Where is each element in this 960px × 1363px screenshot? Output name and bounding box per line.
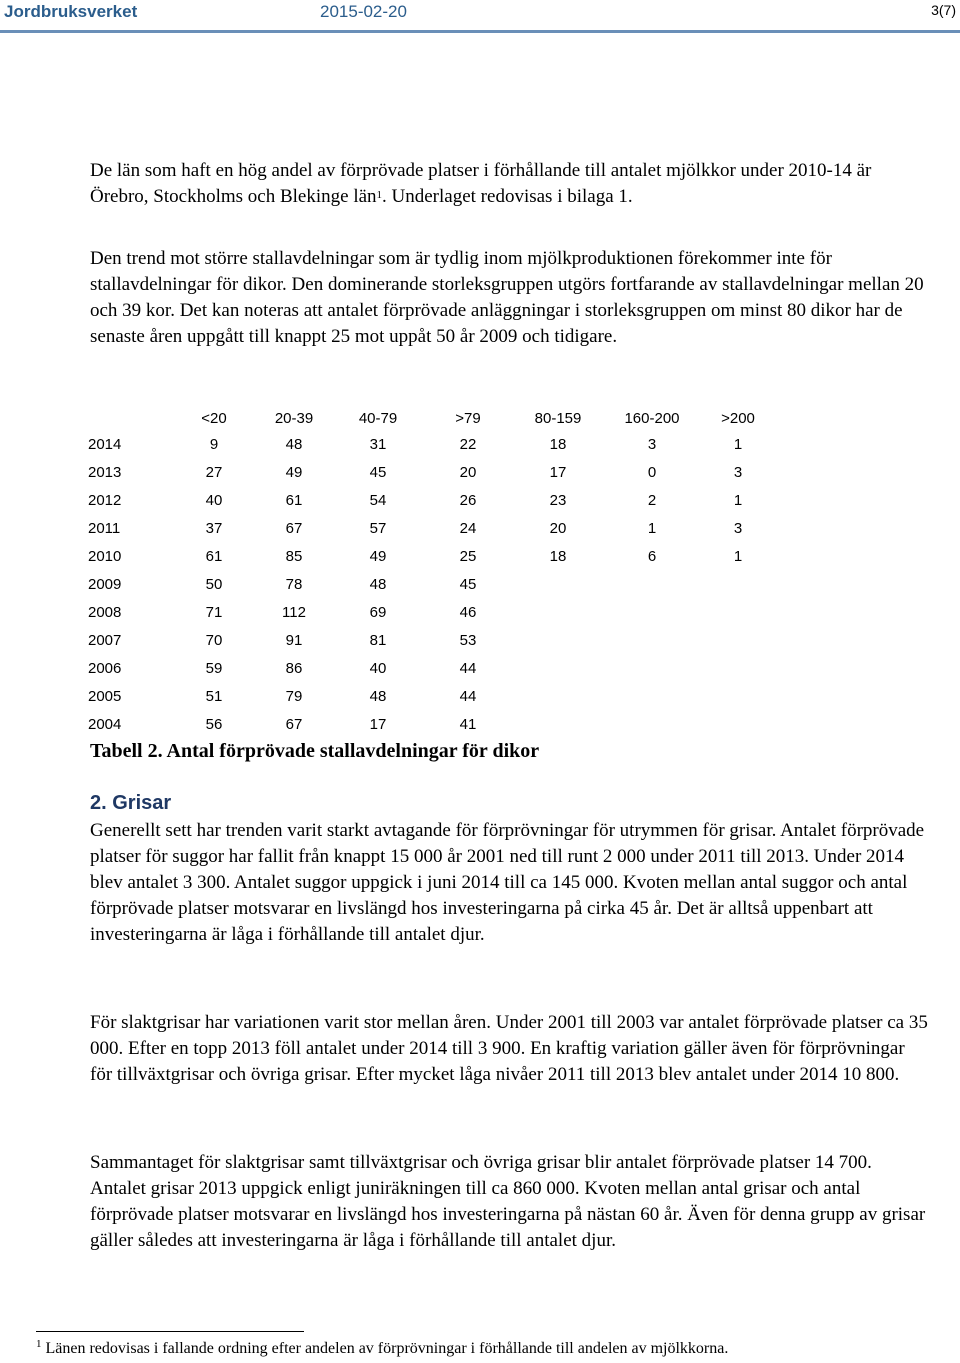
column-header: <20 [201, 410, 227, 427]
table-cell: 27 [205, 464, 223, 481]
table-cell: 54 [369, 492, 387, 509]
table-row [88, 570, 808, 598]
table-cell: 23 [549, 492, 567, 509]
row-year: 2013 [88, 464, 122, 481]
paragraph-text: De län som haft en hög andel av förprövade platser i förhållande till antalet mjölkkor under 2010-14 är Örebro, Stockholms och Blekinge län [90, 160, 872, 207]
table-cell: 6 [647, 548, 657, 565]
paragraph-sows: Generellt sett har trenden varit starkt avtagande för förprövningar för utrymmen för grisar. Antalet förprövade platser för suggor har fallit från knappt 15 000 år 2001 ned till runt 2 000 under 2011 till 2013. Under 2014 blev antalet 3 300. Antalet suggor uppgick i juni 2014 till ca 145 000. Kvoten mellan antal suggor och antal förprövade platser motsvarar en livslängd hos investeringarna på cirka 45 år. Det är alltså uppenbart att investeringarna är låga i förhållande till antalet djur. [90, 820, 925, 945]
table-cell: 112 [282, 604, 306, 621]
table-caption: Tabell 2. Antal förprövade stallavdelningar för dikor [90, 740, 540, 762]
table-cell: 18 [549, 548, 567, 565]
paragraph-county-summary [90, 158, 930, 210]
table-cell: 3 [733, 520, 743, 537]
table-cell: 79 [285, 688, 303, 705]
table-cell: 37 [205, 520, 223, 537]
row-year: 2004 [88, 716, 122, 733]
table-row [88, 458, 808, 486]
table-cell: 71 [205, 604, 223, 621]
header-rule [0, 30, 960, 33]
table-cell: 70 [205, 632, 223, 649]
table-cell: 17 [369, 716, 387, 733]
table-cell: 50 [205, 576, 223, 593]
table-cell: 45 [459, 576, 477, 593]
row-year: 2014 [88, 436, 122, 453]
table-row [88, 710, 808, 738]
row-year: 2012 [88, 492, 122, 509]
table-cell: 91 [285, 632, 303, 649]
paragraph-slaughter-pigs: För slaktgrisar har variationen varit stor mellan åren. Under 2001 till 2003 var antalet förprövade platser ca 35 000. Efter en topp 2013 föll antalet under 2014 till 3 900. En kraftig variation gäller även för förprövningar för tillväxtgrisar och övriga grisar. Efter mycket låga nivåer 2011 till 2013 blev antalet under 2014 10 800. [90, 1012, 928, 1085]
row-year: 2010 [88, 548, 122, 565]
row-year: 2008 [88, 604, 122, 621]
table-cell: 41 [459, 716, 477, 733]
table-cell: 86 [285, 660, 303, 677]
table-cell: 61 [205, 548, 223, 565]
table-row [88, 682, 808, 710]
footnote-text: Länen redovisas i fallande ordning efter andelen av förprövningar i förhållande till andelen av mjölkkorna. [41, 1340, 729, 1357]
table-cell: 56 [205, 716, 223, 733]
table-cell: 1 [733, 548, 743, 565]
table-cell: 48 [369, 688, 387, 705]
paragraph-trend: Den trend mot större stallavdelningar som är tydlig inom mjölkproduktionen förekommer inte för stallavdelningar för dikor. Den dominerande storleksgruppen utgörs fortfarande av stallavdelningar mellan 20 och 39 kor. Det kan noteras att antalet förprövade anläggningar i storleksgruppen om minst 80 dikor har de senaste åren uppgått till knappt 25 mot uppåt 50 år 2009 och tidigare. [90, 248, 924, 347]
table-cell: 1 [647, 520, 657, 537]
footnote [36, 1340, 728, 1358]
table-row [88, 486, 808, 514]
table-cell: 48 [285, 436, 303, 453]
row-year: 2006 [88, 660, 122, 677]
column-header: 80-159 [534, 410, 582, 427]
table-row [88, 654, 808, 682]
row-year: 2007 [88, 632, 122, 649]
table-cell: 49 [369, 548, 387, 565]
table-cell: 0 [647, 464, 657, 481]
footnote-separator [36, 1331, 304, 1332]
table-cell: 1 [733, 436, 743, 453]
table-cell: 40 [369, 660, 387, 677]
document-date: 2015-02-20 [320, 2, 407, 21]
paragraph-pigs-total: Sammantaget för slaktgrisar samt tillväxtgrisar och övriga grisar blir antalet förprövade platser 14 700. Antalet grisar 2013 uppgick enligt juniräkningen till ca 860 000. Kvoten mellan antal grisar och antal förprövade platser motsvarar en livslängd hos investeringarna på nästan 60 år. Även för denna grupp av grisar gäller således att investeringarna är låga i förhållande till antalet djur. [90, 1152, 926, 1251]
table-cell: 51 [205, 688, 223, 705]
page-header [0, 0, 960, 30]
table-cell: 20 [459, 464, 477, 481]
table-header-row [88, 402, 808, 430]
paragraph-text: . Underlaget redovisas i bilaga 1. [382, 186, 633, 207]
table-cell: 49 [285, 464, 303, 481]
footnote-ref[interactable]: 1 [376, 189, 383, 201]
org-name: Jordbruksverket [4, 2, 138, 21]
table-cell: 69 [369, 604, 387, 621]
column-header: 160-200 [624, 410, 680, 427]
table-cell: 22 [459, 436, 477, 453]
dikor-table [88, 402, 808, 738]
column-header: 40-79 [358, 410, 398, 427]
table-cell: 26 [459, 492, 477, 509]
table-cell: 78 [285, 576, 303, 593]
column-header: >79 [455, 410, 481, 427]
table-cell: 31 [369, 436, 387, 453]
section-heading: 2. Grisar [90, 792, 172, 814]
table-cell: 3 [733, 464, 743, 481]
table-cell: 44 [459, 660, 477, 677]
table-cell: 25 [459, 548, 477, 565]
table-cell: 59 [205, 660, 223, 677]
table-row [88, 598, 808, 626]
table-cell: 44 [459, 688, 477, 705]
table-cell: 18 [549, 436, 567, 453]
column-header: 20-39 [274, 410, 314, 427]
table-cell: 2 [647, 492, 657, 509]
table-cell: 81 [369, 632, 387, 649]
row-year: 2011 [88, 520, 121, 537]
table-row [88, 514, 808, 542]
table-cell: 53 [459, 632, 477, 649]
table-cell: 40 [205, 492, 223, 509]
column-header: >200 [721, 410, 755, 427]
table-row [88, 430, 808, 458]
table-cell: 20 [549, 520, 567, 537]
table-cell: 57 [369, 520, 387, 537]
table-cell: 46 [459, 604, 477, 621]
page-number: 3(7) [931, 2, 956, 18]
table-cell: 67 [285, 716, 303, 733]
table-row [88, 542, 808, 570]
table-cell: 3 [647, 436, 657, 453]
table-cell: 61 [285, 492, 303, 509]
table-cell: 85 [285, 548, 303, 565]
footnote-mark: 1 [36, 1338, 42, 1350]
row-year: 2009 [88, 576, 122, 593]
table-cell: 24 [459, 520, 477, 537]
table-cell: 48 [369, 576, 387, 593]
table-cell: 17 [549, 464, 567, 481]
table-cell: 45 [369, 464, 387, 481]
table-cell: 9 [209, 436, 219, 453]
table-row [88, 626, 808, 654]
row-year: 2005 [88, 688, 122, 705]
table-cell: 67 [285, 520, 303, 537]
table-cell: 1 [733, 492, 743, 509]
